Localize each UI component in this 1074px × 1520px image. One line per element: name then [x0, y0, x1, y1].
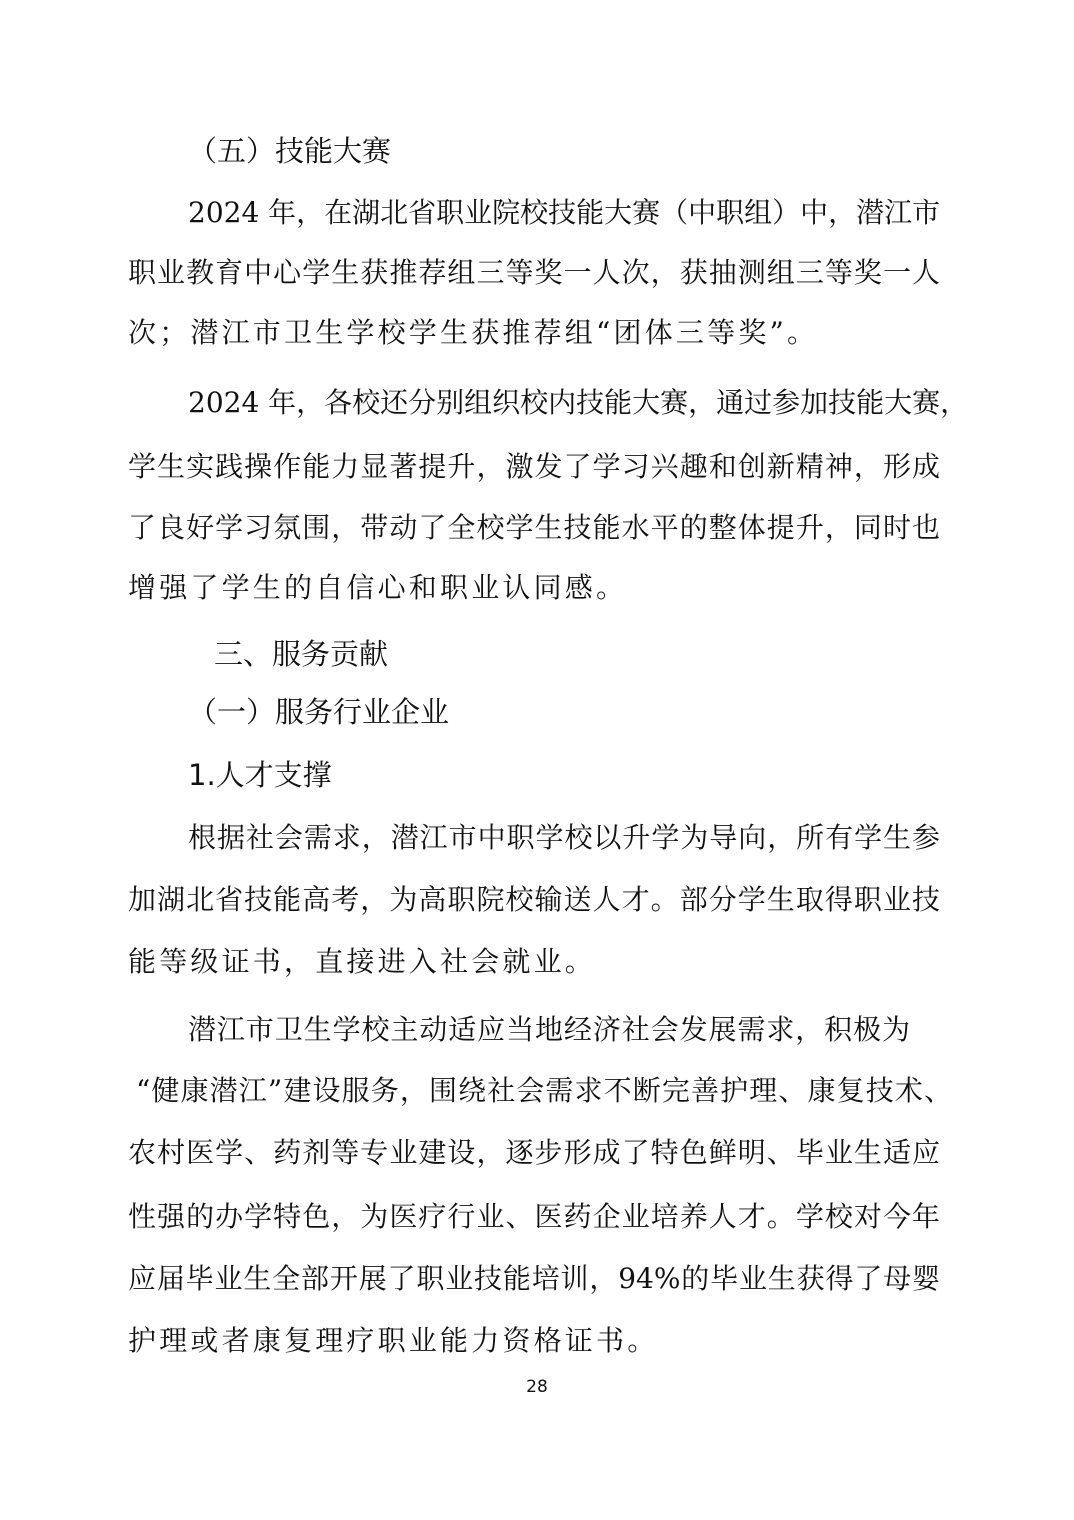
paragraph-line: 农村医学、药剂等专业建设，逐步形成了特色鲜明、毕业生适应 [128, 1136, 940, 1169]
section-heading-industry: （一）服务行业企业 [188, 695, 450, 729]
paragraph-line: 潜江市卫生学校主动适应当地经济社会发展需求，积极为 [188, 1013, 910, 1046]
paragraph-line: 性强的办学特色，为医疗行业、医药企业培养人才。学校对今年 [128, 1200, 940, 1233]
paragraph-line: 护理或者康复理疗职业能力资格证书。 [128, 1324, 659, 1357]
paragraph-line: 了良好学习氛围，带动了全校学生技能水平的整体提升，同时也 [128, 511, 940, 544]
paragraph-line: 根据社会需求，潜江市中职学校以升学为导向，所有学生参 [188, 821, 940, 854]
paragraph-line: 次；潜江市卫生学校学生获推荐组“团体三等奖”。 [128, 316, 819, 349]
paragraph-line: “健康潜江”建设服务，围绕社会需求不断完善护理、康复技术、 [136, 1074, 952, 1107]
page-number: 28 [526, 1377, 548, 1397]
paragraph-line: 加湖北省技能高考，为高职院校输送人才。部分学生取得职业技 [128, 883, 940, 916]
paragraph-line: 增强了学生的自信心和职业认同感。 [128, 571, 628, 604]
paragraph-line: 能等级证书，直接进入社会就业。 [128, 945, 597, 978]
paragraph-line: 职业教育中心学生获推荐组三等奖一人次，获抽测组三等奖一人 [128, 256, 940, 289]
section-heading-service: 三、服务贡献 [214, 637, 389, 671]
paragraph-line: 学生实践操作能力显著提升，激发了学习兴趣和创新精神，形成 [128, 450, 940, 483]
paragraph-line: 应届毕业生全部开展了职业技能培训，94%的毕业生获得了母婴 [128, 1262, 940, 1295]
section-heading-skills-contest: （五）技能大赛 [188, 134, 392, 168]
paragraph-line: 2024 年，在湖北省职业院校技能大赛（中职组）中，潜江市 [188, 196, 941, 229]
paragraph-line: 2024 年，各校还分别组织校内技能大赛，通过参加技能大赛， [188, 386, 969, 419]
section-heading-talent: 1.人才支撑 [188, 758, 332, 792]
